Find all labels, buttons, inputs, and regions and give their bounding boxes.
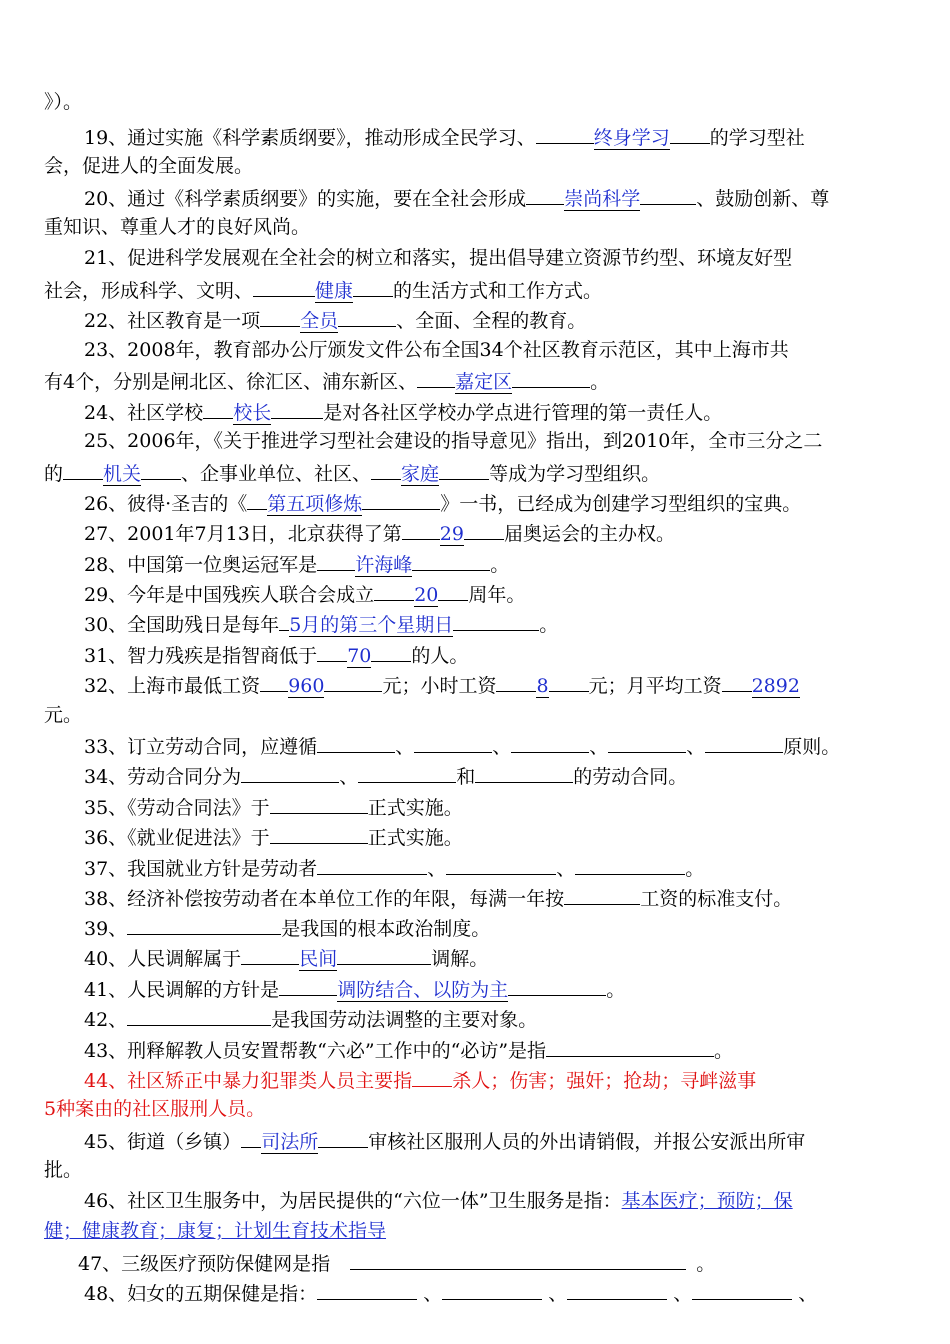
question-43: 43、刑释解教人员安置帮教“六必”工作中的“必访”是指 。 xyxy=(0,1034,950,1064)
question-46: 46、社区卫生服务中，为居民提供的“六位一体”卫生服务是指：基本医疗；预防；保 xyxy=(84,1190,793,1212)
question-45-cont: 批。 xyxy=(44,1159,83,1181)
question-21: 21、促进科学发展观在全社会的树立和落实，提出倡导建立资源节约型、环境友好型 xyxy=(84,247,793,269)
question-40: 40、人民调解属于 民间 调解。 xyxy=(0,942,950,972)
question-29: 29、今年是中国残疾人联合会成立 20 周年。 xyxy=(0,578,950,608)
question-39: 39、 是我国的根本政治制度。 xyxy=(0,912,950,942)
question-28: 28、中国第一位奥运冠军是 许海峰 。 xyxy=(0,548,950,578)
question-25-cont: 的 机关 、企事业单位、社区、 家庭 等成为学习型组织。 xyxy=(0,457,950,487)
question-42: 42、 是我国劳动法调整的主要对象。 xyxy=(0,1003,950,1033)
question-21-cont: 社会，形成科学、文明、 健康 的生活方式和工作方式。 xyxy=(0,274,950,304)
question-47: 47、三级医疗预防保健网是指 。 xyxy=(0,1247,950,1277)
question-25: 25、2006年，《关于推进学习型社会建设的指导意见》指出，到2010年，全市三分之二 xyxy=(84,430,823,452)
question-19: 19、通过实施《科学素质纲要》，推动形成全民学习、 终身学习 的学习型社 xyxy=(0,121,950,151)
question-34: 34、劳动合同分为 、 和 的劳动合同。 xyxy=(0,760,950,790)
text-line: 》）。 xyxy=(44,91,83,113)
question-23: 23、2008年，教育部办公厅颁发文件公布全国34个社区教育示范区，其中上海市共 xyxy=(84,339,789,361)
question-41: 41、人民调解的方针是 调防结合、以防为主 。 xyxy=(0,973,950,1003)
question-19-cont: 会，促进人的全面发展。 xyxy=(44,155,254,177)
question-27: 27、2001年7月13日，北京获得了第 29 届奥运会的主办权。 xyxy=(0,517,950,547)
question-32: 32、上海市最低工资 960 元；小时工资 8 元；月平均工资 2892 xyxy=(0,669,950,699)
question-37: 37、我国就业方针是劳动者 、 、 。 xyxy=(0,852,950,882)
question-24: 24、社区学校 校长 是对各社区学校办学点进行管理的第一责任人。 xyxy=(0,396,950,426)
question-38: 38、经济补偿按劳动者在本单位工作的年限，每满一年按 工资的标准支付。 xyxy=(0,882,950,912)
question-31: 31、智力残疾是指智商低于 70 的人。 xyxy=(0,639,950,669)
question-35: 35、《劳动合同法》于 正式实施。 xyxy=(0,791,950,821)
question-26: 26、彼得·圣吉的《 第五项修炼 》一书，已经成为创建学习型组织的宝典。 xyxy=(0,487,950,517)
question-22: 22、社区教育是一项 全员 、全面、全程的教育。 xyxy=(0,304,950,334)
question-33: 33、订立劳动合同，应遵循 、 、 、 、 原则。 xyxy=(0,730,950,760)
question-20-cont: 重知识、尊重人才的良好风尚。 xyxy=(44,216,311,238)
question-20: 20、通过《科学素质纲要》的实施，要在全社会形成 崇尚科学 、鼓励创新、尊 xyxy=(0,182,950,212)
question-30: 30、全国助残日是每年 5月的第三个星期日 。 xyxy=(0,608,950,638)
question-45: 45、街道（乡镇） 司法所 审核社区服刑人员的外出请销假，并报公安派出所审 xyxy=(0,1125,950,1155)
question-32-cont: 元。 xyxy=(44,704,83,726)
question-23-cont: 有4个，分别是闸北区、徐汇区、浦东新区、 嘉定区 。 xyxy=(0,365,950,395)
question-48: 48、妇女的五期保健是指： 、 、 、 、 xyxy=(0,1277,950,1307)
question-44: 44、社区矫正中暴力犯罪类人员主要指 杀人；伤害；强奸；抢劫；寻衅滋事 xyxy=(0,1064,950,1094)
question-36: 36、《就业促进法》于 正式实施。 xyxy=(0,821,950,851)
question-44-cont: 5种案由的社区服刑人员。 xyxy=(44,1098,266,1120)
question-46-cont: 健；健康教育；康复；计划生育技术指导 xyxy=(44,1220,387,1242)
